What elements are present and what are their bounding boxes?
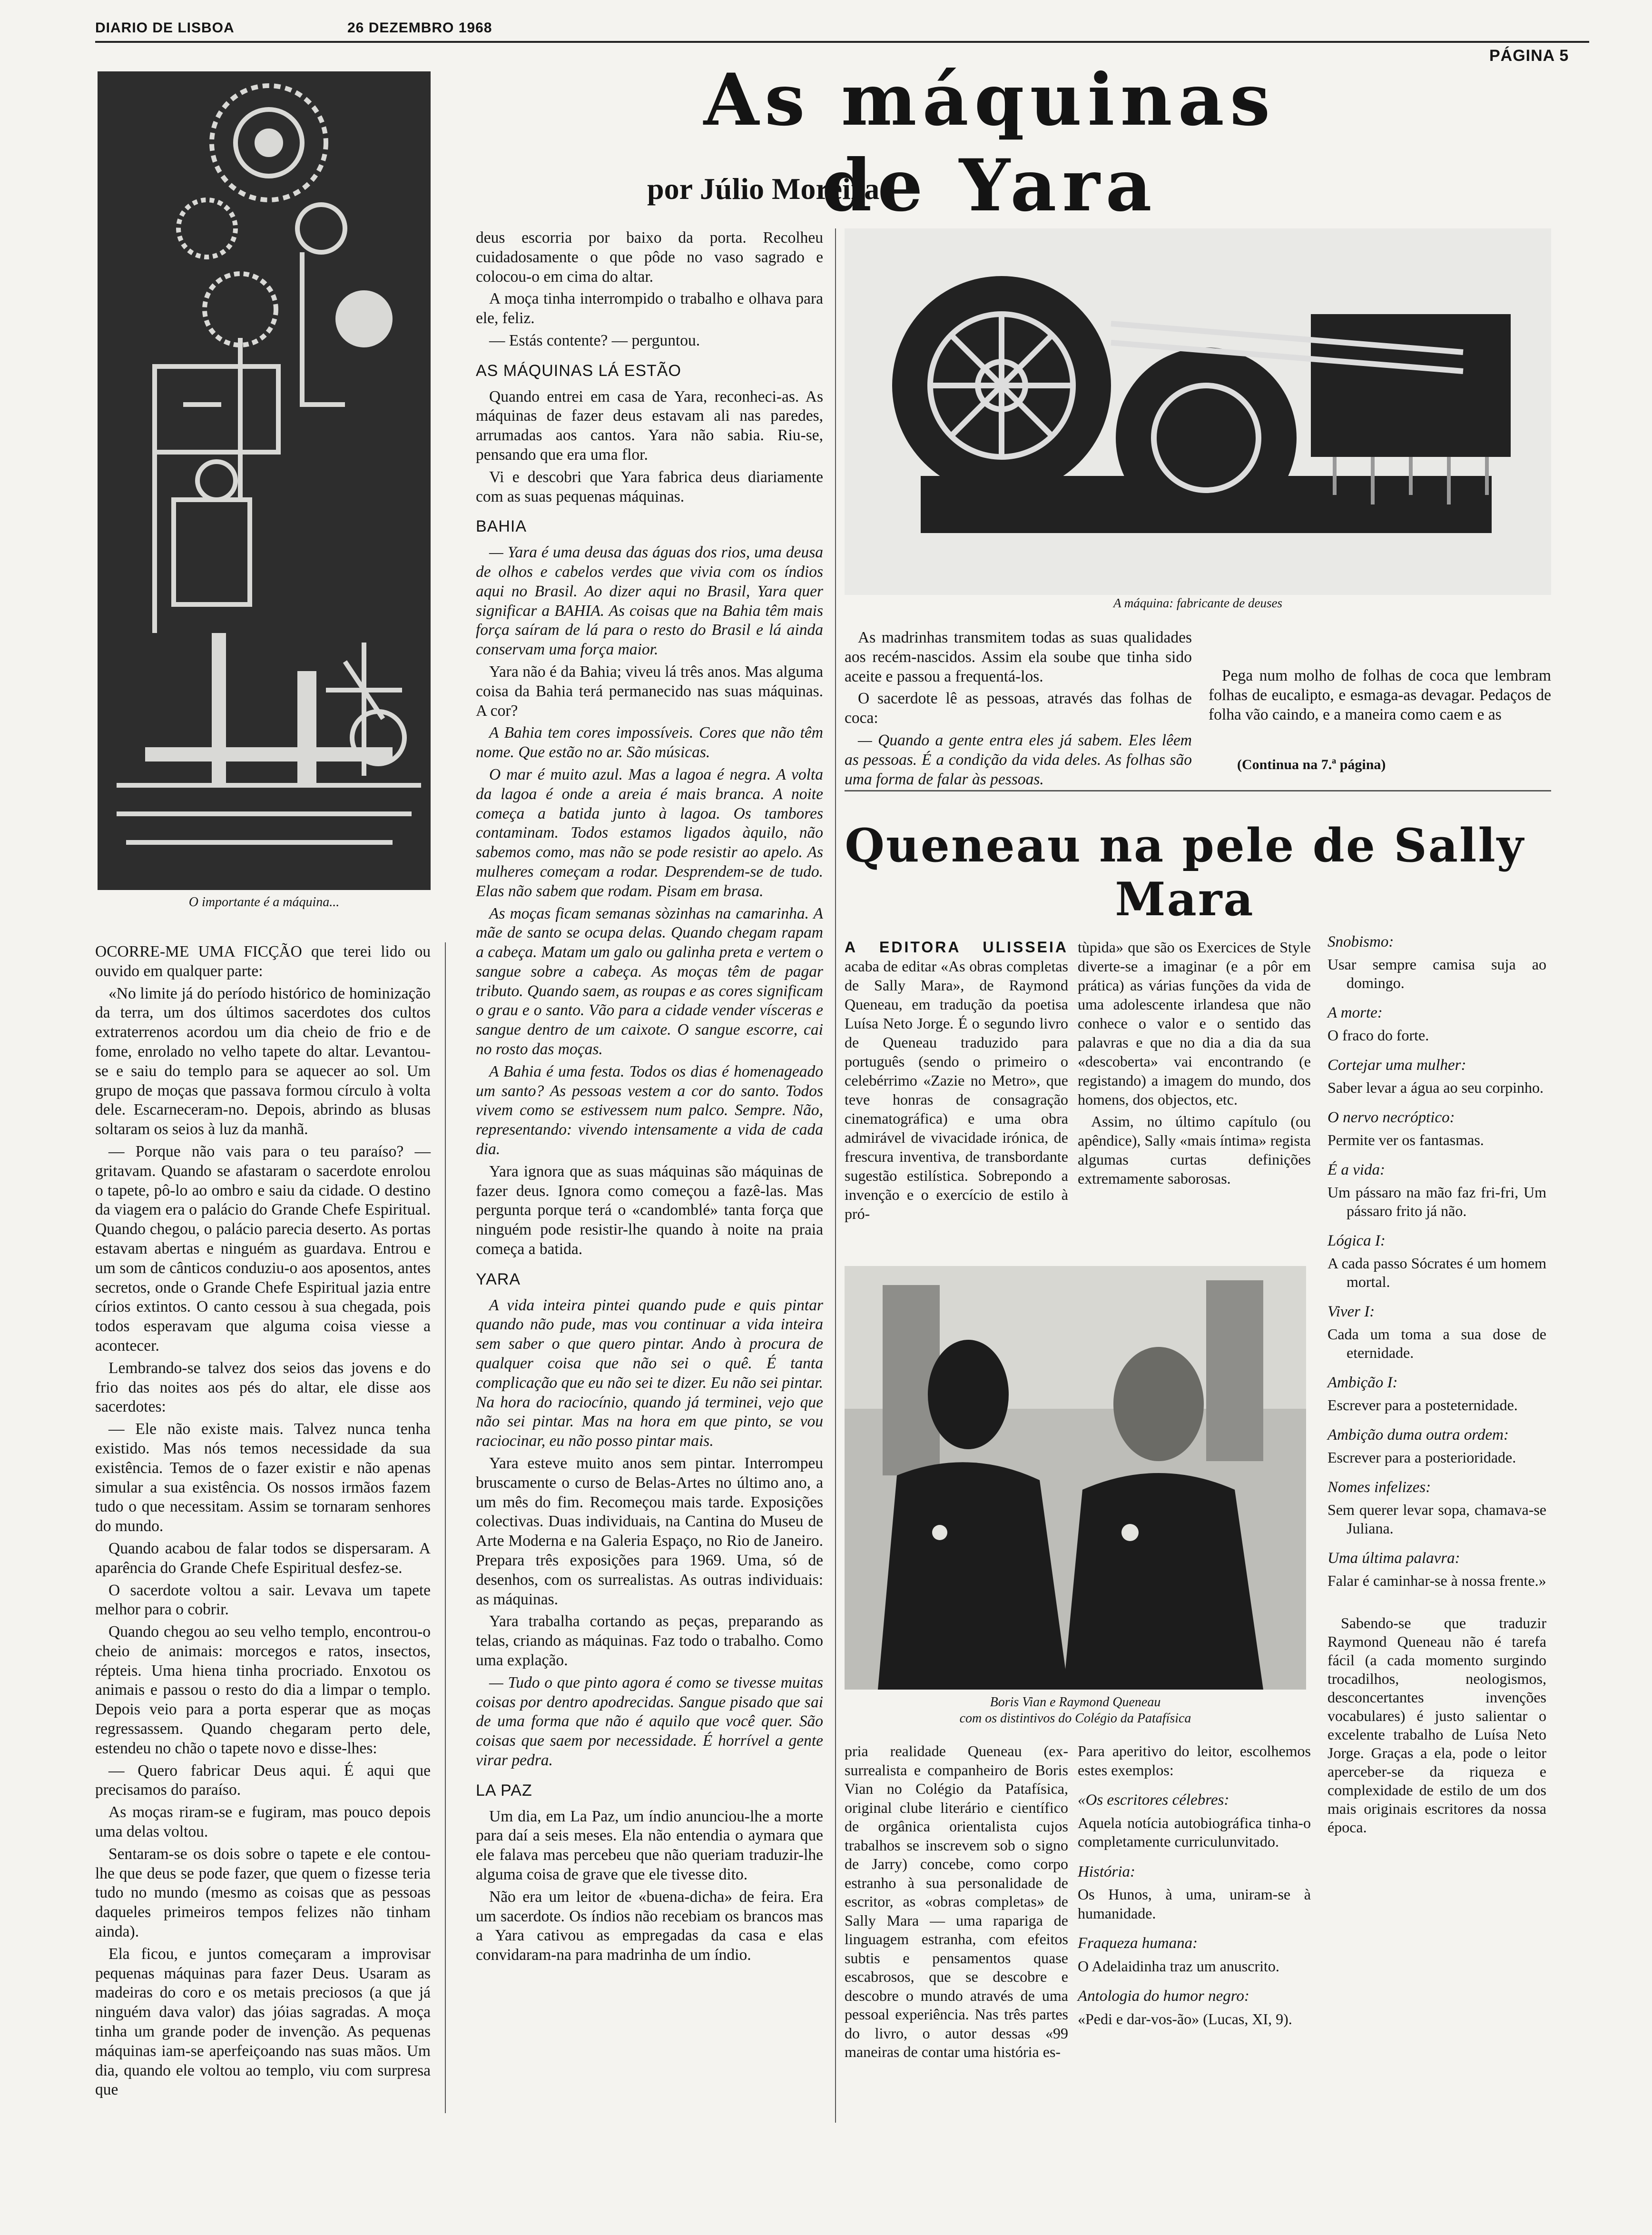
paragraph: Assim, no último capítulo (ou apêndice), Sally «mais íntima» regista algumas curtas definições extremamente saborosas. [1078, 1113, 1311, 1187]
machine-illustration [845, 228, 1551, 595]
machine-photo [845, 228, 1551, 595]
queneau-bottom-column-b [1078, 1742, 1311, 2028]
paragraph: Quando acabou de falar todos se dispersaram. A aparência do Grande Chefe Espiritual desfez-se. [95, 1539, 431, 1577]
masthead-date: 26 DEZEMBRO 1968 [347, 20, 492, 36]
definition-text: «Pedi e dar-vos-ão» (Lucas, XI, 9). [1078, 2010, 1292, 2027]
definition-term: A morte: [1328, 1004, 1383, 1021]
definitions-column [1328, 933, 1546, 1837]
quote-paragraph: O mar é muito azul. Mas a lagoa é negra. A volta da lagoa é onde a areia é mais branca. A noite começa a batida junto à lagoa. Os tambores contaminam. Todos estamos ligados àquilo, não sabemos como, mas não se pode resistir ao apelo. As mulheres começam a rodar. Desprendem-se de tudo. Elas não sabem que rodam. Pisam em brasa. [476, 765, 823, 900]
definition-term: Viver I: [1328, 1303, 1375, 1320]
paragraph: Quando entrei em casa de Yara, reconheci-as. As máquinas de fazer deus estavam ali nas paredes, arrumadas aos cantos. Yara não sabia. Riu-se, pensando que era uma flor. [476, 387, 823, 464]
quote-paragraph: A Bahia é uma festa. Todos os dias é homenageado um santo? As pessoas vestem a cor do santo. Todos vivem como se estivessem num palco. Sempre. Não, representando: vivendo intensamente a vida de cada dia. [476, 1062, 823, 1158]
machine-sculpture-caption: O importante é a máquina... [188, 895, 340, 910]
definition-term: Ambição I: [1328, 1374, 1398, 1391]
quote-paragraph: — Yara é uma deusa das águas dos rios, uma deusa de olhos e cabelos verdes que vivia com os índios aqui no Brasil. Ao dizer aqui no Brasil, Yara quer significar a BAHIA. As coisas que na Bahia têm mais força saíram de lá para o resto do Brasil e lá ainda conservam uma força maior. [476, 544, 823, 659]
paragraph: tùpida» que são os Exercices de Style diverte-se a imaginar (e a pôr em prática) as várias funções da vida de uma adolescente irlandesa que não conhece o valor e o sentido das palavras e que no dia a dia da sua «descoberta» vai encontrando (e registando) a imagem do mundo, dos homens, dos objectos, etc. [1078, 939, 1311, 1108]
section-heading: YARA [476, 1270, 521, 1288]
article-column-2 [476, 228, 823, 1968]
queneau-column-a [845, 938, 1068, 1226]
column-divider [445, 942, 446, 2113]
paragraph: pria realidade Queneau (ex-surrealista e companheiro de Boris Vian no Colégio da Patafísica, original clube literário e científico de orgânica orientalista cujos trabalhos se inscrevem sob o signo de Jarry) concebe, como corpo estranho à sua personalidade de escritor, as «obras completas» de Sally Mara — uma rapariga de linguagem estranha, com efeitos subtis e pensamentos quase escabrosos, que se descobre e descobre o mundo através de uma pessoal experiência. Nas três partes do livro, o autor dessas «99 maneiras de contar uma história es- [845, 1742, 1068, 2060]
paragraph: As madrinhas transmitem todas as suas qualidades aos recém-nascidos. Assim ela soube que tinha sido aceite e passou a frequentá-los. [845, 629, 1192, 685]
definition-text: Escrever para a posterioridade. [1328, 1449, 1516, 1466]
paragraph: Quando chegou ao seu velho templo, encontrou-o cheio de animais: morcegos e ratos, insectos, répteis. Uma hiena tinha procriado. Enxotou os animais e passou o resto do dia a limpar o templo. Depois veio para a porta esperar que as moças regressassem. Quando chegaram perto dele, estendeu no chão o tapete novo e disse-lhes: [95, 1623, 431, 1757]
definition-term: Lógica I: [1328, 1232, 1386, 1249]
definition-text: Saber levar a água ao seu corpinho. [1328, 1079, 1544, 1096]
article-title: As máquinas de Yara [703, 58, 1276, 227]
paragraph: Yara não é da Bahia; viveu lá três anos. Mas alguma coisa da Bahia terá permanecido nas suas máquinas. A cor? [476, 663, 823, 720]
definition-term: Cortejar uma mulher: [1328, 1057, 1466, 1074]
definition-text: O Adelaidinha traz um anuscrito. [1078, 1957, 1279, 1975]
paragraph: Pega num molho de folhas de coca que lembram folhas de eucalipto, e esmaga-as devagar. Pedaços de folha vão caindo, e a maneira como caem e as [1209, 667, 1551, 723]
paragraph: deus escorria por baixo da porta. Recolheu cuidadosamente o que pôde no vaso sagrado e colocou-o em cima do altar. [476, 229, 823, 286]
definition-text: Falar é caminhar-se à nossa frente.» [1328, 1572, 1546, 1589]
definition-term: Uma última palavra: [1328, 1550, 1460, 1567]
masthead-rule [95, 41, 1589, 43]
definition-term: É a vida: [1328, 1161, 1385, 1178]
paragraph: Sentaram-se os dois sobre o tapete e ele contou-lhe que deus se pode fazer, que quem o fizesse teria tudo no mundo (mesmo as coisas que as pessoas daqueles primeiros tempos felizes não tinham ainda). [95, 1845, 431, 1941]
paragraph: O sacerdote voltou a sair. Levava um tapete melhor para o cobrir. [95, 1581, 431, 1619]
definition-term: Fraqueza humana: [1078, 1935, 1198, 1952]
column-divider [835, 228, 836, 2123]
article-byline: por Júlio Moreira [647, 172, 880, 206]
paragraph: Ela ficou, e juntos começaram a improvisar pequenas máquinas para fazer Deus. Usaram as madeiras do coro e os metais preciosos (a que já ninguém dava valor) das jóias sagradas. A moça tinha um grande poder de invenção. As pequenas máquinas iam-se aperfeiçoando nas suas mãos. Um dia, quando ele voltou ao templo, viu com surpresa que [95, 1945, 431, 2099]
definition-text: Aquela notícia autobiográfica tinha-o completamente curriculunvitado. [1078, 1814, 1311, 1850]
quote-paragraph: As moças ficam semanas sòzinhas na camarinha. A mãe de santo se ocupa delas. Quando chegam rapam a cabeça. Matam um galo ou galinha preta e vertem o sangue sobre a cabeça. As moças têm de pagar tributo. Quando saem, as roupas e as cores significam o grau e o santo. Vão para a cidade vender vísceras e sangue dentro de um caixote. O sangue escorre, cai no rosto das moças. [476, 904, 823, 1058]
definition-text: Os Hunos, à uma, uniram-se à humanidade. [1078, 1886, 1311, 1922]
paragraph: Yara trabalha cortando as peças, preparando as telas, criando as máquinas. Faz todo o trabalho. Como uma explação. [476, 1612, 823, 1669]
definition-text: A cada passo Sócrates é um homem mortal. [1328, 1255, 1546, 1290]
definition-term: «Os escritores célebres: [1078, 1791, 1229, 1809]
definition-text: Escrever para a posteternidade. [1328, 1396, 1518, 1414]
definition-text: O fraco do forte. [1328, 1027, 1429, 1044]
definition-term: História: [1078, 1863, 1136, 1880]
definition-term: Ambição duma outra ordem: [1328, 1426, 1509, 1444]
definition-text: Permite ver os fantasmas. [1328, 1131, 1484, 1148]
caption-line-2: com os distintivos do Colégio da Patafísica [959, 1711, 1191, 1726]
paragraph: Lembrando-se talvez dos seios das jovens e do frio das noites aos pés do altar, ele disse aos sacerdotes: [95, 1359, 431, 1416]
definition-text: Um pássaro na mão faz fri-fri, Um pássaro frito já não. [1328, 1184, 1546, 1219]
paragraph: — Quero fabricar Deus aqui. É aqui que precisamos do paraíso. [95, 1761, 431, 1799]
masthead-paper: DIARIO DE LISBOA [95, 20, 235, 36]
paragraph: Para aperitivo do leitor, escolhemos estes exemplos: [1078, 1742, 1311, 1779]
queneau-article-title: Queneau na pele de Sally Mara [845, 819, 1525, 926]
paragraph: Não era um leitor de «buena-dicha» de feira. Era um sacerdote. Os índios não recebiam os brancos mas a Yara cativou as empregadas da casa e elas convidaram-na para madrinha de um índio. [476, 1888, 823, 1964]
vian-queneau-illustration [845, 1266, 1306, 1690]
continuation-column-a [845, 628, 1192, 792]
paragraph: «No limite já do período histórico de hominização da terra, um dos últimos sacerdotes dos cultos extraterrenos acordou um dia cheio de frio e de fome, enrolado no velho tapete do altar. Levantou-se e saiu do templo para se aquecer ao sol. Um grupo de moças que passava formou círculo à volta dele. Escarneceram-no. Depois, abrindo as blusas soltaram os seios à luz da manhã. [95, 984, 431, 1138]
paragraph: Vi e descobri que Yara fabrica deus diariamente com as suas pequenas máquinas. [476, 468, 823, 505]
machine-sculpture-photo [98, 71, 431, 890]
quote-paragraph: A Bahia tem cores impossíveis. Cores que não têm nome. Que estão no ar. São músicas. [476, 724, 823, 761]
machine-photo-caption: A máquina: fabricante de deuses [1113, 596, 1282, 610]
closing-paragraph: Sabendo-se que traduzir Raymond Queneau não é tarefa fácil (a cada momento surgindo trocadilhos, neologismos, desconcertantes invenções vocabulares) é justo salientar o excelente trabalho de Luísa Neto Jorge. Graças a ela, pode o leitor aperceber-se da riqueza e complexidade de estilo de um dos mais originais escritores da nossa época. [1328, 1614, 1546, 1836]
paragraph: O sacerdote lê as pessoas, através das folhas de coca: [845, 690, 1192, 727]
continuation-column-b [1209, 666, 1551, 727]
masthead-page: PÁGINA 5 [1489, 47, 1569, 65]
section-heading: AS MÁQUINAS LÁ ESTÃO [476, 361, 681, 380]
quote-paragraph: — Quando a gente entra eles já sabem. Eles lêem as pessoas. É a condição da vida deles. As folhas são uma forma de falar às pessoas. [845, 731, 1192, 788]
paragraph: Um dia, em La Paz, um índio anunciou-lhe a morte para daí a seis meses. Ela não entendia o aymara que ele falava mas percebeu que não queriam traduzir-lhe alguma coisa de grave que ele tivesse dito. [476, 1807, 823, 1883]
article-column-1 [95, 942, 431, 2103]
paragraph: Yara esteve muito anos sem pintar. Interrompeu bruscamente o curso de Belas-Artes no último ano, a um mês do fim. Recomeçou mais tarde. Exposições colectivas. Duas individuais, na Cantina do Museu de Arte Moderna e na Galeria Espaço, no Rio de Janeiro. Prepara três exposições para 1969. Uma, só de desenhos, com os surrealistas. As outras individuais: as máquinas. [476, 1454, 823, 1608]
paragraph: Yara ignora que as suas máquinas são máquinas de fazer deus. Ignora como começou a fazê-las. Mas pergunta porque terá o «candomblé» tanta força que ninguém pode resistir-lhe quando à noite na praia começa a batida. [476, 1162, 823, 1258]
queneau-lead-paragraph [845, 938, 1068, 1223]
caption-line-1: Boris Vian e Raymond Queneau [990, 1695, 1161, 1710]
quote-paragraph: — Tudo o que pinto agora é como se tivesse muitas coisas por dentro apodrecidas. Sangue pisado que sai de uma forma que não é aquilo que você quer. São coisas que saem por necessidade. É horrível a gente virar pedra. [476, 1673, 823, 1769]
vian-queneau-caption [845, 1694, 1306, 1727]
queneau-column-b [1078, 938, 1311, 1191]
section-heading: LA PAZ [476, 1781, 532, 1800]
definition-term: Antologia do humor negro: [1078, 1988, 1249, 2005]
paragraph: A moça tinha interrompido o trabalho e olhava para ele, feliz. [476, 290, 823, 327]
vian-queneau-photo [845, 1266, 1306, 1690]
machine-sculpture-illustration [98, 71, 431, 890]
definition-term: O nervo necróptico: [1328, 1109, 1455, 1126]
paragraph: — Ele não existe mais. Talvez nunca tenha existido. Mas nós temos necessidade da sua existência. Temos de o fazer existir e não apenas simular a sua existência. Os nossos irmãos fazem tudo o que necessitam. Assim se tornaram senhores do mundo. [95, 1420, 431, 1535]
lede-paragraph: OCORRE-ME UMA FICÇÃO que terei lido ou ouvido em qualquer parte: [95, 943, 431, 980]
lead-caps: A EDITORA ULISSEIA [845, 939, 1068, 956]
queneau-bottom-column-a [845, 1742, 1068, 2065]
paragraph: — Estás contente? — perguntou. [489, 331, 700, 349]
quote-paragraph: A vida inteira pintei quando pude e quis pintar quando não pude, mas vou continuar a vida inteira sem saber o que quero pintar. Ando à procura de qualquer coisa que não sei o quê. É tanta complicação que eu não sei te dizer. Eu não sei pintar. Na hora do raciocínio, quando já terminei, vejo que não sei pintar. Mas na hora em que pinto, se vou raciocinar, eu não posso pintar mais. [476, 1296, 823, 1450]
continued-on-page: (Continua na 7.ª página) [1237, 757, 1386, 772]
paragraph: As moças riram-se e fugiram, mas pouco depois uma delas voltou. [95, 1803, 431, 1841]
definition-text: Sem querer levar sopa, chamava-se Juliana. [1328, 1501, 1546, 1537]
section-heading: BAHIA [476, 517, 527, 536]
definition-text: Usar sempre camisa suja ao domingo. [1328, 956, 1546, 991]
definition-term: Snobismo: [1328, 933, 1394, 950]
lead-text: acaba de editar «As obras completas de Sally Mara», de Raymond Queneau, em tradução da poetisa Luísa Neto Jorge. É o segundo livro de Queneau traduzido para português (sendo o primeiro o celebérrimo «Zazie no Metro», que teve honras de consagração cinematográfica) e uma obra admirável de vivacidade irónica, de frescura inventiva, de transbordante sugestão estilística. Sobrepondo a invenção e o exercício de estilo à pró- [845, 958, 1068, 1222]
article-separator [845, 790, 1551, 791]
paragraph: — Porque não vais para o teu paraíso? — gritavam. Quando se afastaram o sacerdote enrolou o tapete, pô-lo ao ombro e saiu da cidade. O destino da viagem era o palácio do Grande Chefe Espiritual. Quando chegou, o palácio parecia deserto. As portas estavam abertas e ninguém as guardava. Entrou e um som de cânticos conduziu-o aos aposentos, antes secretos, onde o Grande Chefe Espiritual jazia entre círios extintos. O canto cessou à sua chegada, pois todos esperavam que alguma coisa viesse a acontecer. [95, 1142, 431, 1355]
definition-text: Cada um toma a sua dose de eternidade. [1328, 1325, 1546, 1361]
definition-term: Nomes infelizes: [1328, 1479, 1431, 1496]
